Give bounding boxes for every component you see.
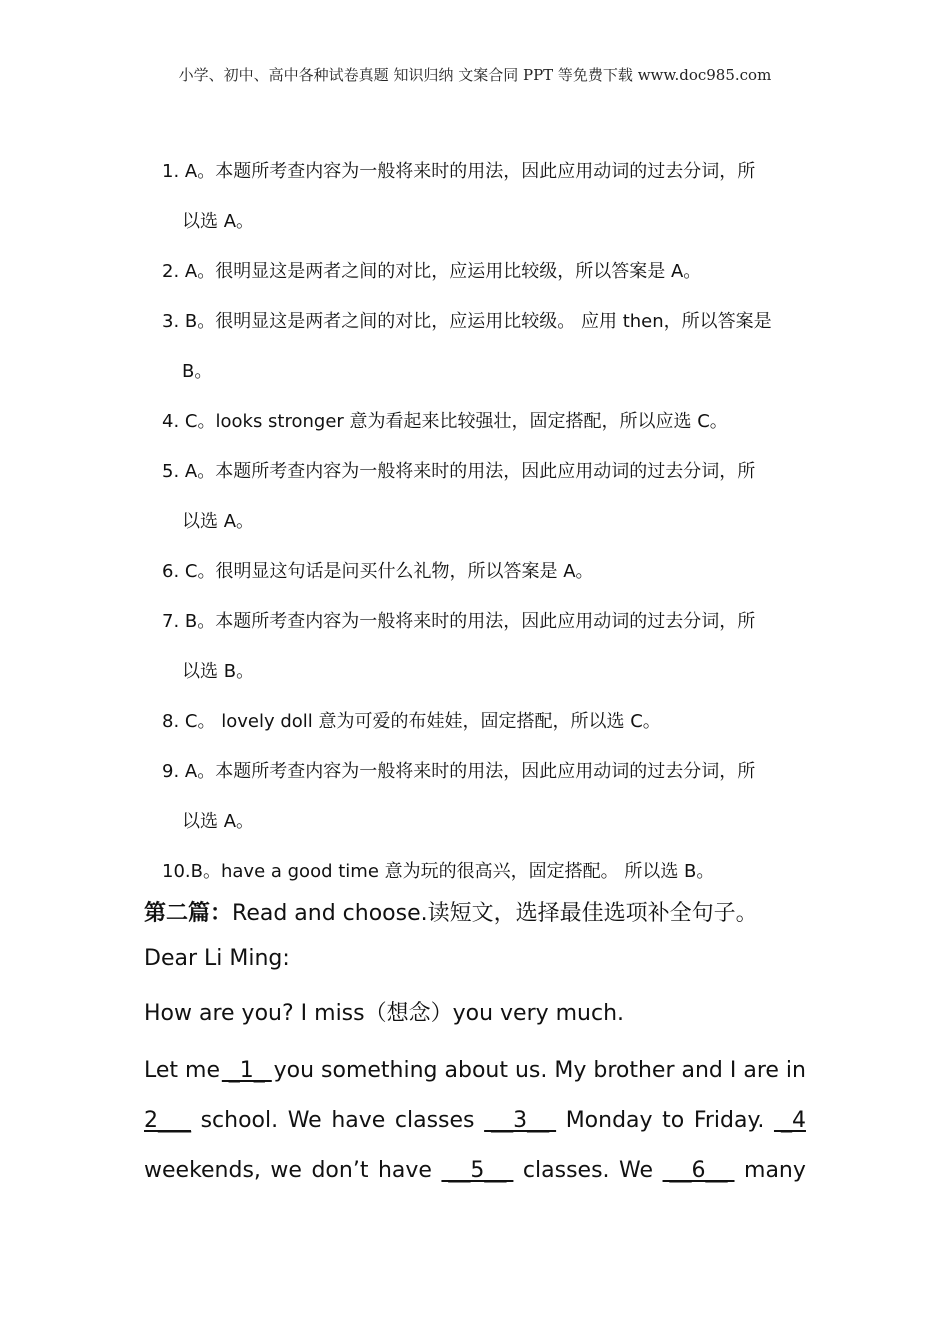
answer-list <box>162 147 810 897</box>
answer-number: 3. <box>162 311 180 332</box>
letter-line-1: How are you? I miss（想念）you very much. <box>144 1001 625 1026</box>
answer-text: B。很明显这是两者之间的对比，应运用比较级。 应用 then，所以答案是 <box>184 311 772 332</box>
answer-item-6 <box>162 547 810 597</box>
answer-line <box>162 747 810 797</box>
word: classes <box>394 1108 475 1133</box>
blank-1: _1_ <box>221 1058 272 1083</box>
answer-item-8 <box>162 697 810 747</box>
word: Friday. <box>693 1108 765 1133</box>
answer-number: 2. <box>162 261 180 282</box>
answer-line <box>162 847 810 897</box>
letter-greeting: Dear Li Ming: <box>144 946 290 971</box>
blank-6: __6__ <box>662 1158 735 1183</box>
answer-number: 8. <box>162 711 180 732</box>
answer-item-7 <box>162 597 810 697</box>
word: to <box>662 1108 685 1133</box>
word: We <box>287 1108 322 1133</box>
blank-3: __3__ <box>484 1108 557 1133</box>
word: many <box>744 1158 806 1183</box>
word: Monday <box>565 1108 653 1133</box>
answer-continuation: 以选 A。 <box>182 211 255 232</box>
section-title <box>144 896 806 927</box>
word: Let me <box>144 1058 220 1083</box>
answer-line <box>162 297 810 347</box>
answer-continuation: 以选 A。 <box>182 511 255 532</box>
answer-text: C。很明显这句话是问买什么礼物，所以答案是 A。 <box>184 561 594 582</box>
answer-item-10 <box>162 847 810 897</box>
answer-item-9 <box>162 747 810 847</box>
word: don’t <box>311 1158 369 1183</box>
word: classes. <box>522 1158 610 1183</box>
answer-number: 1. <box>162 161 180 182</box>
answer-item-3 <box>162 297 810 397</box>
answer-number: 4. <box>162 411 180 432</box>
letter-row-3 <box>144 1146 806 1196</box>
answer-continuation: 以选 A。 <box>182 811 255 832</box>
word: school. <box>200 1108 279 1133</box>
blank-4: _4 <box>773 1108 806 1133</box>
answer-line <box>162 697 810 747</box>
answer-number: 6. <box>162 561 180 582</box>
answer-line <box>162 597 810 647</box>
letter-paragraph <box>144 1046 806 1196</box>
section-label: 第二篇： <box>144 901 233 926</box>
answer-text: C。looks stronger 意为看起来比较强壮，固定搭配，所以应选 C。 <box>184 411 728 432</box>
section-instruction: Read and choose.读短文，选择最佳选项补全句子。 <box>232 901 758 926</box>
blank-5: __5__ <box>441 1158 514 1183</box>
answer-number: 7. <box>162 611 180 632</box>
answer-text: A。本题所考查内容为一般将来时的用法，因此应用动词的过去分词，所 <box>184 161 756 182</box>
word: you something about us. My brother and I are in <box>273 1058 806 1083</box>
answer-item-1 <box>162 147 810 247</box>
answer-number: 5. <box>162 461 180 482</box>
answer-line <box>162 447 810 497</box>
word: have <box>331 1108 386 1133</box>
answer-number: 10. <box>162 861 191 882</box>
answer-text: C。 lovely doll 意为可爱的布娃娃，固定搭配，所以选 C。 <box>184 711 661 732</box>
answer-line <box>162 397 810 447</box>
answer-continuation: B。 <box>182 361 213 382</box>
answer-text: A。很明显这是两者之间的对比，应运用比较级，所以答案是 A。 <box>184 261 702 282</box>
word: we <box>270 1158 302 1183</box>
answer-item-2 <box>162 247 810 297</box>
answer-line <box>162 147 810 197</box>
answer-item-4 <box>162 397 810 447</box>
answer-text: B。本题所考查内容为一般将来时的用法，因此应用动词的过去分词，所 <box>184 611 756 632</box>
word: weekends, <box>144 1158 261 1183</box>
letter-row-1 <box>144 1046 806 1096</box>
blank-2: 2___ <box>144 1108 191 1133</box>
answer-continuation: 以选 B。 <box>182 661 255 682</box>
answer-line <box>162 247 810 297</box>
word: We <box>619 1158 654 1183</box>
answer-line <box>162 547 810 597</box>
answer-text: A。本题所考查内容为一般将来时的用法，因此应用动词的过去分词，所 <box>184 761 756 782</box>
word: have <box>377 1158 432 1183</box>
answer-item-5 <box>162 447 810 547</box>
page-header: 小学、初中、高中各种试卷真题 知识归纳 文案合同 PPT 等免费下载 www.doc985.com <box>178 66 772 84</box>
answer-text: A。本题所考查内容为一般将来时的用法，因此应用动词的过去分词，所 <box>184 461 756 482</box>
answer-number: 9. <box>162 761 180 782</box>
letter-row-2 <box>144 1096 806 1146</box>
answer-text: B。have a good time 意为玩的很高兴，固定搭配。 所以选 B。 <box>190 861 715 882</box>
